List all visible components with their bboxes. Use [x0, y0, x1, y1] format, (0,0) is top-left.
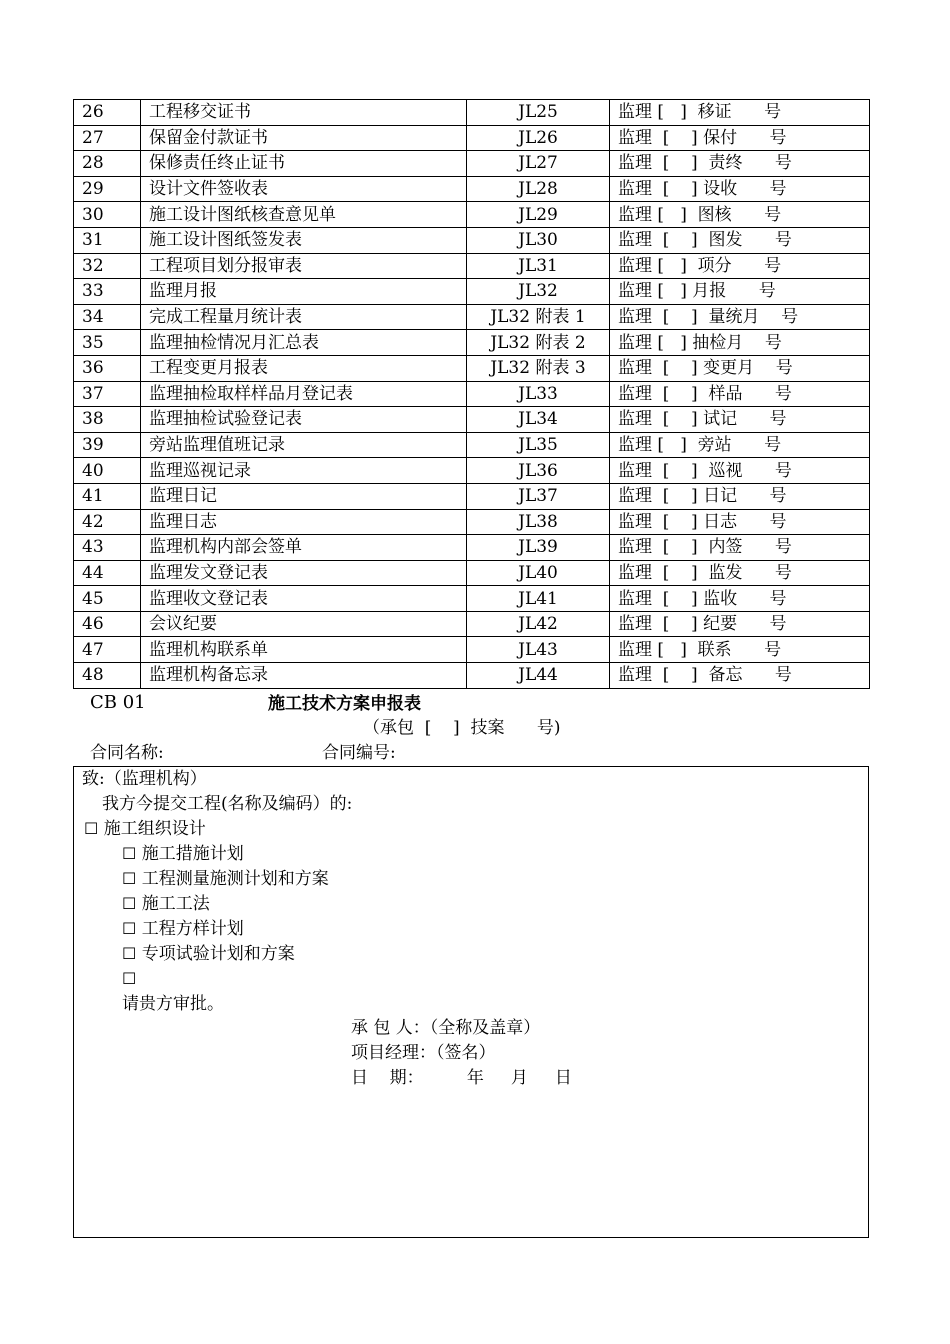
date-line: 日 期： 年 月 日 [351, 1068, 572, 1088]
document-name-cell: 监理机构备忘录 [141, 663, 467, 689]
serial-format-cell: 监理 [ ] 监收 号 [610, 586, 870, 612]
table-row [74, 611, 870, 637]
table-row [74, 253, 870, 279]
row-number-cell: 47 [74, 637, 141, 663]
row-number-cell: 32 [74, 253, 141, 279]
row-number-cell: 29 [74, 176, 141, 202]
checkbox-icon[interactable]: ☐ [122, 869, 137, 888]
document-name-cell: 保修责任终止证书 [141, 151, 467, 177]
table-row [74, 637, 870, 663]
document-name-cell: 监理抽检取样样品月登记表 [141, 381, 467, 407]
document-name-cell: 监理日记 [141, 483, 467, 509]
row-number-cell: 35 [74, 330, 141, 356]
form-code-cell: JL32 附表 2 [467, 330, 610, 356]
table-row [74, 483, 870, 509]
table-row [74, 381, 870, 407]
form-title: 施工技术方案申报表 [268, 694, 421, 714]
option-special-test-plan [122, 942, 295, 966]
option-label: 施工工法 [141, 894, 210, 914]
form-code-cell: JL32 附表 3 [467, 355, 610, 381]
form-code-cell: JL44 [467, 663, 610, 689]
document-name-cell: 施工设计图纸签发表 [141, 227, 467, 253]
row-number-cell: 27 [74, 125, 141, 151]
document-name-cell: 工程移交证书 [141, 100, 467, 126]
row-number-cell: 36 [74, 355, 141, 381]
form-code: CB 01 [90, 692, 146, 713]
contractor-signature-line: 承 包 人：（全称及盖章） [351, 1018, 541, 1038]
contract-name-label: 合同名称: [90, 743, 164, 763]
form-code-cell: JL38 [467, 509, 610, 535]
table-row [74, 176, 870, 202]
table-row [74, 151, 870, 177]
serial-format-cell: 监理 [ ] 联系 号 [610, 637, 870, 663]
row-number-cell: 39 [74, 432, 141, 458]
checkbox-icon[interactable]: ☐ [122, 919, 137, 938]
document-name-cell: 监理机构联系单 [141, 637, 467, 663]
serial-format-cell: 监理 [ ] 巡视 号 [610, 458, 870, 484]
form-code-cell: JL36 [467, 458, 610, 484]
form-code-cell: JL31 [467, 253, 610, 279]
row-number-cell: 45 [74, 586, 141, 612]
table-row [74, 509, 870, 535]
document-name-cell: 设计文件签收表 [141, 176, 467, 202]
form-code-cell: JL41 [467, 586, 610, 612]
table-row [74, 432, 870, 458]
row-number-cell: 26 [74, 100, 141, 126]
table-row [74, 125, 870, 151]
option-label: 工程方样计划 [141, 919, 244, 939]
form-code-cell: JL32 附表 1 [467, 304, 610, 330]
serial-format-cell: 监理 [ ] 日记 号 [610, 483, 870, 509]
document-name-cell: 监理月报 [141, 279, 467, 305]
addressee-line: 致:（监理机构） [82, 769, 207, 789]
contract-no-label: 合同编号: [322, 743, 396, 763]
serial-format-cell: 监理 [ ] 月报 号 [610, 279, 870, 305]
checkbox-icon[interactable]: ☐ [122, 969, 137, 988]
project-manager-line: 项目经理：（签名） [351, 1043, 496, 1063]
table-row [74, 586, 870, 612]
serial-format-cell: 监理 [ ] 监发 号 [610, 560, 870, 586]
table-row [74, 100, 870, 126]
serial-format-cell: 监理 [ ] 设收 号 [610, 176, 870, 202]
checkbox-icon[interactable]: ☐ [122, 944, 137, 963]
serial-format-cell: 监理 [ ] 项分 号 [610, 253, 870, 279]
document-name-cell: 工程变更月报表 [141, 355, 467, 381]
table-row [74, 560, 870, 586]
option-blank [122, 967, 136, 991]
row-number-cell: 48 [74, 663, 141, 689]
form-code-cell: JL26 [467, 125, 610, 151]
option-construction-method [122, 892, 210, 916]
form-code-cell: JL32 [467, 279, 610, 305]
table-row [74, 279, 870, 305]
row-number-cell: 38 [74, 407, 141, 433]
option-layout-plan [122, 917, 244, 941]
checkbox-icon[interactable]: ☐ [122, 894, 137, 913]
row-number-cell: 37 [74, 381, 141, 407]
row-number-cell: 31 [74, 227, 141, 253]
document-name-cell: 监理机构内部会签单 [141, 535, 467, 561]
form-code-cell: JL34 [467, 407, 610, 433]
row-number-cell: 42 [74, 509, 141, 535]
form-code-cell: JL25 [467, 100, 610, 126]
row-number-cell: 34 [74, 304, 141, 330]
option-label: 施工措施计划 [141, 844, 244, 864]
table-row [74, 227, 870, 253]
serial-format-cell: 监理 [ ] 纪要 号 [610, 611, 870, 637]
serial-format-cell: 监理 [ ] 变更月 号 [610, 355, 870, 381]
option-survey-plan [122, 867, 329, 891]
form-serial-number: （承包 [ ] 技案 号) [363, 718, 561, 738]
table-row [74, 202, 870, 228]
document-name-cell: 保留金付款证书 [141, 125, 467, 151]
serial-format-cell: 监理 [ ] 移证 号 [610, 100, 870, 126]
document-name-cell: 监理抽检试验登记表 [141, 407, 467, 433]
option-label: 施工组织设计 [103, 819, 206, 839]
option-label: 专项试验计划和方案 [141, 944, 295, 964]
serial-format-cell: 监理 [ ] 量统月 号 [610, 304, 870, 330]
form-code-cell: JL30 [467, 227, 610, 253]
row-number-cell: 28 [74, 151, 141, 177]
form-code-cell: JL43 [467, 637, 610, 663]
document-register-table [73, 99, 870, 689]
document-name-cell: 完成工程量月统计表 [141, 304, 467, 330]
serial-format-cell: 监理 [ ] 图发 号 [610, 227, 870, 253]
form-code-cell: JL39 [467, 535, 610, 561]
document-name-cell: 监理抽检情况月汇总表 [141, 330, 467, 356]
document-name-cell: 会议纪要 [141, 611, 467, 637]
form-code-cell: JL33 [467, 381, 610, 407]
document-name-cell: 施工设计图纸核查意见单 [141, 202, 467, 228]
document-name-cell: 监理巡视记录 [141, 458, 467, 484]
serial-format-cell: 监理 [ ] 保付 号 [610, 125, 870, 151]
serial-format-cell: 监理 [ ] 旁站 号 [610, 432, 870, 458]
table-row [74, 663, 870, 689]
approval-request-line: 请贵方审批。 [122, 994, 224, 1014]
table-row [74, 458, 870, 484]
application-form-box [73, 766, 869, 1238]
row-number-cell: 43 [74, 535, 141, 561]
row-number-cell: 41 [74, 483, 141, 509]
serial-format-cell: 监理 [ ] 内签 号 [610, 535, 870, 561]
form-code-cell: JL37 [467, 483, 610, 509]
form-code-cell: JL40 [467, 560, 610, 586]
row-number-cell: 30 [74, 202, 141, 228]
checkbox-icon[interactable]: ☐ [122, 844, 137, 863]
form-code-cell: JL28 [467, 176, 610, 202]
serial-format-cell: 监理 [ ] 日志 号 [610, 509, 870, 535]
form-code-cell: JL42 [467, 611, 610, 637]
document-name-cell: 监理发文登记表 [141, 560, 467, 586]
row-number-cell: 44 [74, 560, 141, 586]
serial-format-cell: 监理 [ ] 备忘 号 [610, 663, 870, 689]
serial-format-cell: 监理 [ ] 试记 号 [610, 407, 870, 433]
document-name-cell: 监理日志 [141, 509, 467, 535]
serial-format-cell: 监理 [ ] 图核 号 [610, 202, 870, 228]
serial-format-cell: 监理 [ ] 抽检月 号 [610, 330, 870, 356]
table-row [74, 304, 870, 330]
table-row [74, 355, 870, 381]
option-label: 工程测量施测计划和方案 [141, 869, 329, 889]
intro-line: 我方今提交工程(名称及编码）的: [102, 794, 353, 814]
table-row [74, 330, 870, 356]
row-number-cell: 46 [74, 611, 141, 637]
serial-format-cell: 监理 [ ] 样品 号 [610, 381, 870, 407]
table-row [74, 407, 870, 433]
form-code-cell: JL35 [467, 432, 610, 458]
document-name-cell: 工程项目划分报审表 [141, 253, 467, 279]
option-construction-organization-design [84, 817, 206, 841]
document-name-cell: 监理收文登记表 [141, 586, 467, 612]
form-code-cell: JL27 [467, 151, 610, 177]
form-code-cell: JL29 [467, 202, 610, 228]
checkbox-icon[interactable]: ☐ [84, 819, 99, 838]
row-number-cell: 40 [74, 458, 141, 484]
serial-format-cell: 监理 [ ] 责终 号 [610, 151, 870, 177]
row-number-cell: 33 [74, 279, 141, 305]
option-construction-measures-plan [122, 842, 244, 866]
table-row [74, 535, 870, 561]
document-name-cell: 旁站监理值班记录 [141, 432, 467, 458]
